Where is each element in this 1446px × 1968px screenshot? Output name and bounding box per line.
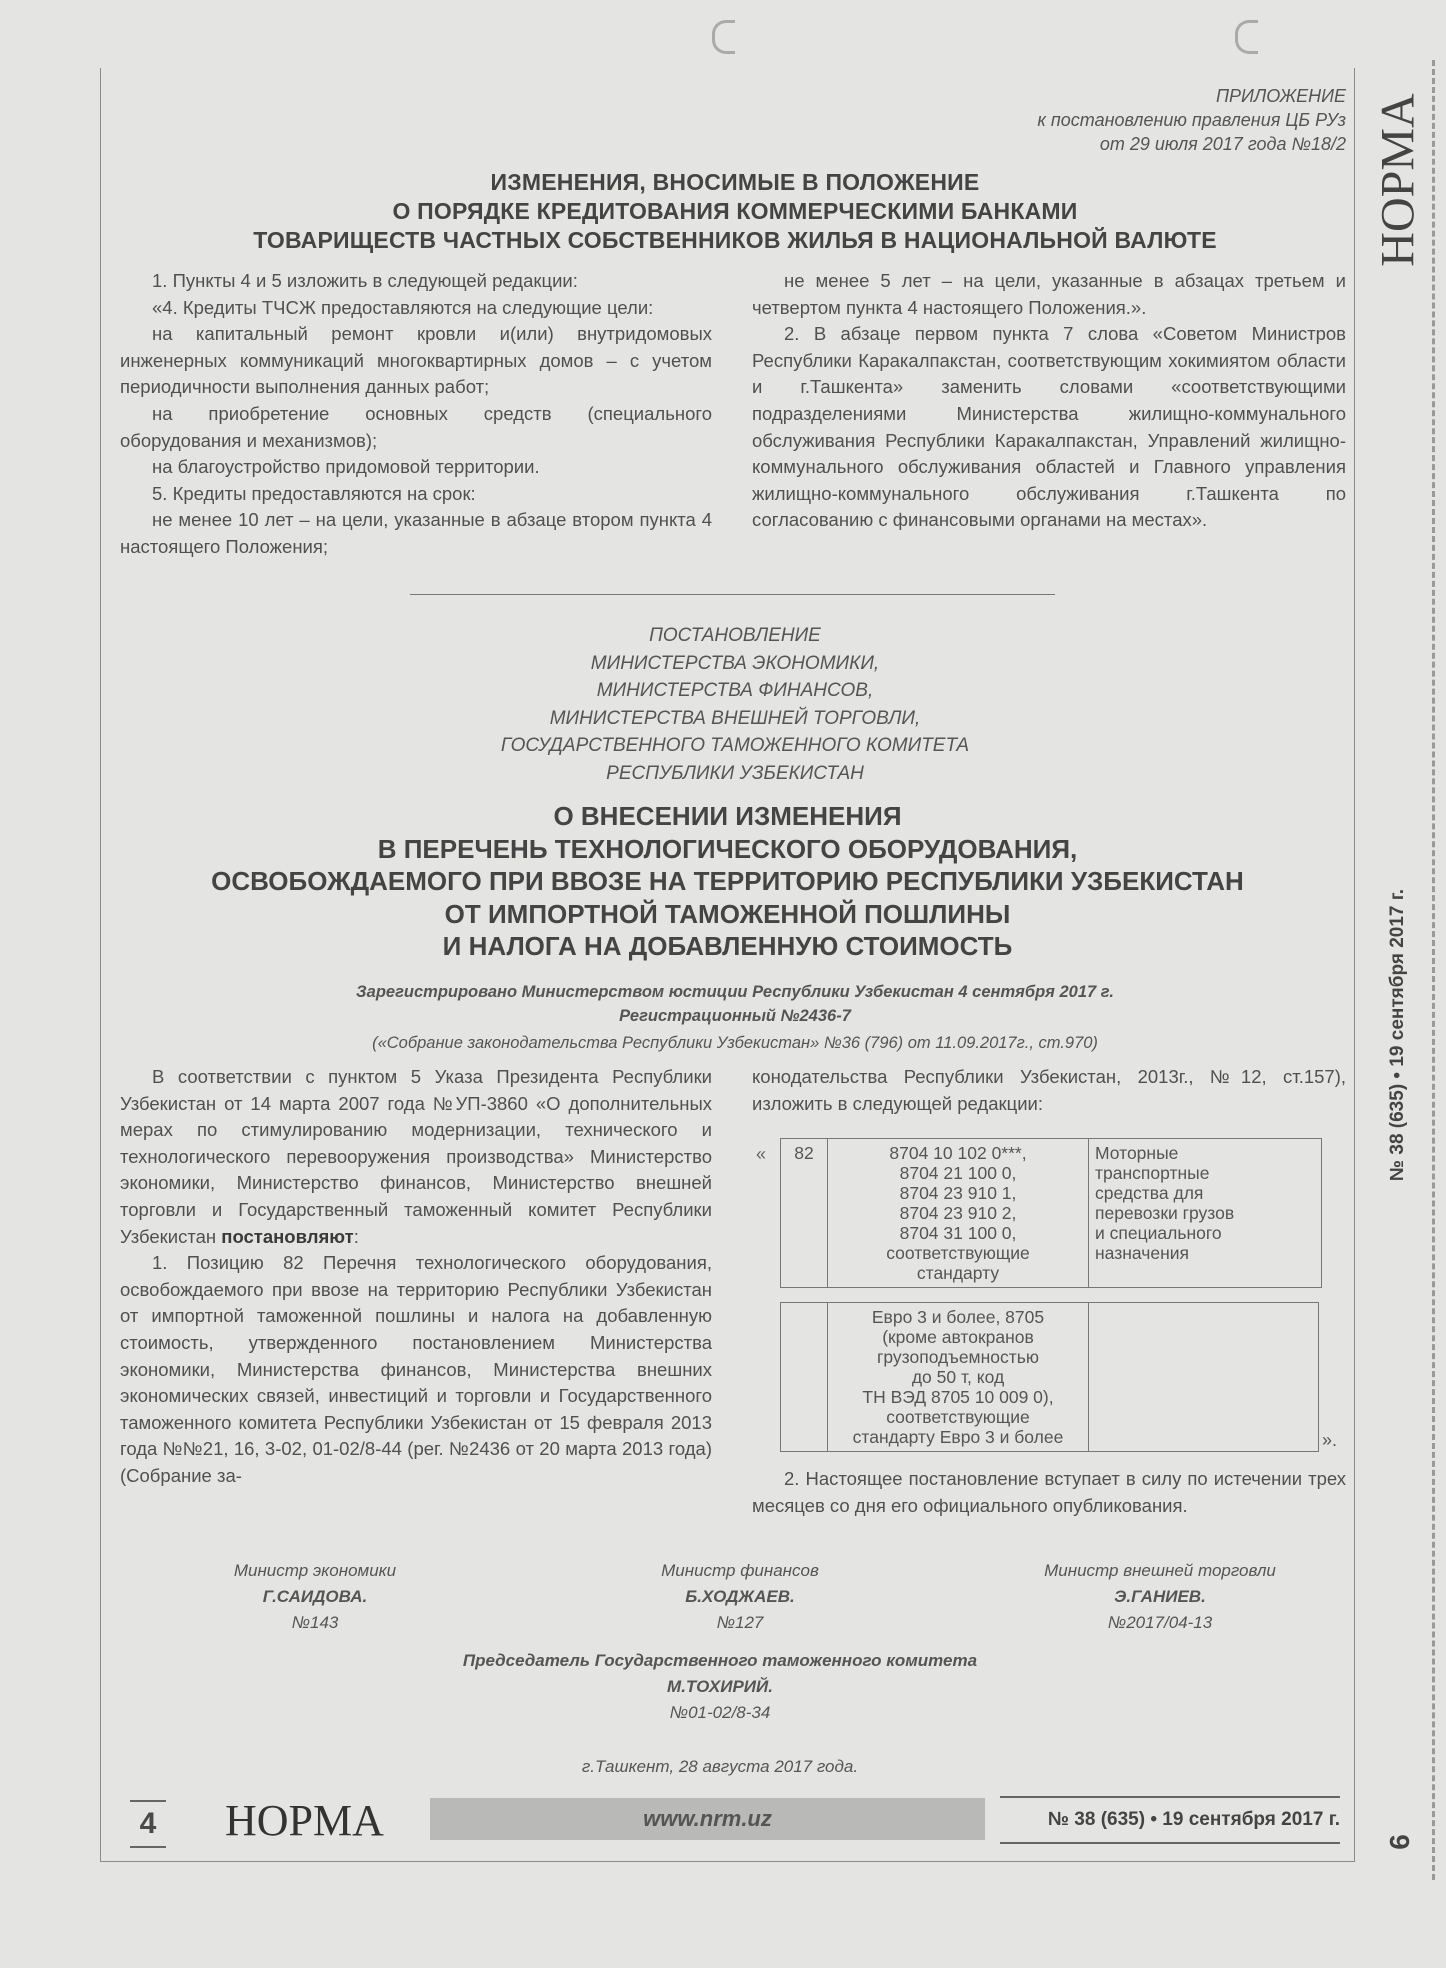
signatory-title: Министр финансов [661, 1561, 819, 1580]
code-line: 8704 31 100 0, [899, 1223, 1017, 1243]
code-line: стандарту [916, 1263, 1000, 1283]
title-line: В ПЕРЕЧЕНЬ ТЕХНОЛОГИЧЕСКОГО ОБОРУДОВАНИЯ, [377, 833, 1078, 864]
table-row [781, 1139, 1322, 1288]
signatory-number: №01-02/8-34 [669, 1703, 771, 1722]
equipment-table-row-1 [780, 1138, 1322, 1288]
paragraph: не менее 10 лет – на цели, указанные в абзаце втором пункта 4 настоящего Положения; [120, 509, 712, 557]
intro-text: В соответствии с пунктом 5 Указа Президента Республики Узбекистан от 14 марта 2007 года №УП-3860 «О дополнительных мерах по стимулированию модернизации, технического и технологического перевооружения производства» Министерство экономики, Министерство финансов, Министерство внешней торговли и Государственный таможенный комитет Республики Узбекистан [120, 1066, 712, 1247]
point-2-block [752, 1466, 1346, 1519]
paragraph: на приобретение основных средств (специального оборудования и механизмов); [120, 402, 712, 451]
codes-cell [828, 1303, 1089, 1452]
code-line: соответствующие [886, 1243, 1030, 1263]
signature-finance [575, 1558, 905, 1636]
paragraph: 2. В абзаце первом пункта 7 слова «Советом Министров Республики Каракалпакстан, соответствующим хокимиятом области и г.Ташкента» заменить словами «соответствующими подразделениями Министерства жилищно-коммунального обслуживания Республики Каракалпакстан, Управлений жилищно-коммунального обслуживания областей и Главного управления жилищно-коммунального обслуживания г.Ташкента по согласованию с финансовыми органами на местах». [752, 323, 1346, 531]
binder-clip-mark [1235, 20, 1258, 54]
signatory-title: Председатель Государственного таможенного комитета [462, 1651, 978, 1670]
desc-line: Моторные [1095, 1143, 1179, 1163]
header-line: МИНИСТЕРСТВА ВНЕШНЕЙ ТОРГОВЛИ, [549, 707, 921, 729]
intro-paragraph [120, 1064, 712, 1250]
point-2: 2. Настоящее постановление вступает в силу по истечении трех месяцев со дня его официального опубликования. [752, 1468, 1346, 1516]
code-line: грузоподъемностью [877, 1347, 1039, 1367]
registered-text: Зарегистрировано Министерством юстиции Республики Узбекистан 4 сентября 2017 г. [356, 983, 1114, 1001]
header-line: ГОСУДАРСТВЕННОГО ТАМОЖЕННОГО КОМИТЕТА [500, 735, 970, 756]
signature-customs-chairman [350, 1648, 1090, 1726]
newspaper-logo: НОРМА [225, 1796, 384, 1845]
place-and-date: г.Ташкент, 28 августа 2017 года. [581, 1757, 859, 1776]
appendix-line: от 29 июля 2017 года №18/2 [1099, 134, 1346, 154]
header-line: МИНИСТЕРСТВА ЭКОНОМИКИ, [590, 652, 880, 674]
desc-line: назначения [1095, 1243, 1190, 1263]
table-row [781, 1303, 1319, 1452]
desc-line: транспортные [1095, 1163, 1210, 1183]
website-link[interactable]: www.nrm.uz [430, 1798, 985, 1840]
description-cell [1089, 1139, 1322, 1288]
quote-open: « [756, 1144, 767, 1164]
desc-line: перевозки грузов [1095, 1203, 1235, 1223]
point-1-continuation: конодательства Республики Узбекистан, 2013г., №12, ст.157), изложить в следующей редакции: [752, 1066, 1346, 1114]
code-line: до 50 т, код [911, 1367, 1005, 1387]
divider [410, 594, 1055, 595]
code-line: 8704 23 910 2, [899, 1203, 1017, 1223]
side-logo-text: НОРМА [1371, 93, 1425, 267]
signatory-name: Г.САИДОВА. [262, 1587, 368, 1606]
code-line: Евро 3 и более, 8705 [871, 1307, 1045, 1327]
code-line: 8704 21 100 0, [899, 1163, 1017, 1183]
side-logo [1358, 60, 1438, 300]
side-issue [1378, 830, 1418, 1240]
equipment-table-row-2 [780, 1302, 1319, 1452]
code-line: (кроме автокранов [882, 1327, 1034, 1347]
binder-clip-mark [712, 20, 735, 54]
signatory-number: №143 [291, 1613, 339, 1632]
article2-issuer-header [120, 622, 1350, 787]
signatory-name: М.ТОХИРИЙ. [667, 1677, 773, 1696]
header-line: ПОСТАНОВЛЕНИЕ [649, 625, 821, 646]
signatory-name: Э.ГАНИЕВ. [1114, 1587, 1206, 1606]
signatory-number: №2017/04-13 [1107, 1613, 1213, 1632]
codes-cell [828, 1139, 1089, 1288]
side-page-text: 6 [1384, 1834, 1415, 1850]
code-line: стандарту Евро 3 и более [852, 1427, 1064, 1447]
intro-end: : [353, 1225, 359, 1247]
intro-bold: постановляют [221, 1225, 354, 1247]
signatory-title: Министр экономики [233, 1561, 397, 1580]
desc-line: и специального [1095, 1223, 1222, 1243]
paragraph: 1. Пункты 4 и 5 изложить в следующей редакции: [152, 270, 578, 291]
point-1: 1. Позицию 82 Перечня технологического оборудования, освобождаемого при ввозе на территорию Республики Узбекистан от импортной таможенной пошлины и налога на добавленную стоимость, утвержденного постановлением Министерства экономики, Министерства финансов, Министерства внешних экономических связей, инвестиций и торговли и Государственного таможенного комитета Республики Узбекистан от 15 февраля 2013 года №№21, 16, 3-02, 01-02/8-44 (рег. №2436 от 20 марта 2013 года) (Собрание за- [120, 1252, 712, 1486]
code-line: соответствующие [886, 1407, 1030, 1427]
title-line: ОТ ИМПОРТНОЙ ТАМОЖЕННОЙ ПОШЛИНЫ [444, 898, 1011, 929]
code-line: ТН ВЭД 8705 10 009 0), [862, 1387, 1054, 1407]
article2-left-column [120, 1064, 712, 1490]
article2-title [100, 800, 1355, 963]
issue-info: № 38 (635) • 19 сентября 2017 г. [1000, 1796, 1340, 1844]
collection-reference: («Собрание законодательства Республики Узбекистан» №36 (796) от 11.09.2017г., ст.970) [372, 1034, 1098, 1052]
article1-right-column [752, 268, 1346, 534]
article1-left-column [120, 268, 712, 561]
code-line: 8704 10 102 0***, [889, 1143, 1027, 1163]
article1-title [120, 168, 1350, 255]
position-number: 82 [781, 1139, 828, 1288]
paragraph: «4. Кредиты ТЧСЖ предоставляются на следующие цели: [152, 296, 654, 318]
paragraph: 5. Кредиты предоставляются на срок: [152, 482, 476, 504]
signatory-title: Министр внешней торговли [1044, 1561, 1276, 1580]
header-line: РЕСПУБЛИКИ УЗБЕКИСТАН [606, 762, 864, 784]
desc-line: средства для [1095, 1183, 1204, 1203]
signature-economy [150, 1558, 480, 1636]
side-page-number [1385, 1822, 1415, 1862]
code-line: 8704 23 910 1, [899, 1183, 1017, 1203]
appendix-note [1037, 84, 1346, 156]
registration-number: Регистрационный №2436-7 [619, 1007, 851, 1025]
paragraph: на благоустройство придомовой территории. [152, 456, 540, 478]
paragraph: на капитальный ремонт кровли и(или) внутридомовых инженерных коммуникаций многоквартирных домов – с учетом периодичности выполнения данных работ; [120, 323, 712, 398]
signatory-number: №127 [716, 1613, 764, 1632]
title-line: И НАЛОГА НА ДОБАВЛЕННУЮ СТОИМОСТЬ [442, 931, 1013, 961]
title-line: О ПОРЯДКЕ КРЕДИТОВАНИЯ КОММЕРЧЕСКИМИ БАНКАМИ [392, 198, 1078, 224]
paragraph: не менее 5 лет – на цели, указанные в абзацах третьем и четвертом пункта 4 настоящего Положения.». [752, 270, 1346, 318]
header-line: МИНИСТЕРСТВА ФИНАНСОВ, [596, 680, 874, 701]
title-line: О ВНЕСЕНИИ ИЗМЕНЕНИЯ [553, 801, 902, 831]
article2-right-column [752, 1064, 1346, 1117]
empty-cell [1089, 1303, 1319, 1452]
title-line: ТОВАРИЩЕСТВ ЧАСТНЫХ СОБСТВЕННИКОВ ЖИЛЬЯ В НАЦИОНАЛЬНОЙ ВАЛЮТЕ [253, 227, 1217, 253]
appendix-line: к постановлению правления ЦБ РУз [1037, 110, 1346, 130]
page-number: 4 [130, 1800, 166, 1848]
appendix-label: ПРИЛОЖЕНИЕ [1215, 86, 1346, 106]
signatory-name: Б.ХОДЖАЕВ. [685, 1587, 795, 1606]
title-line: ИЗМЕНЕНИЯ, ВНОСИМЫЕ В ПОЛОЖЕНИЕ [490, 169, 980, 195]
signature-trade [990, 1558, 1330, 1636]
registration-note [120, 980, 1350, 1028]
title-line: ОСВОБОЖДАЕМОГО ПРИ ВВОЗЕ НА ТЕРРИТОРИЮ РЕСПУБЛИКИ УЗБЕКИСТАН [211, 866, 1244, 896]
empty-cell [781, 1303, 828, 1452]
side-issue-text: № 38 (635) • 19 сентября 2017 г. [1387, 888, 1408, 1182]
perforation-line [1432, 60, 1435, 1880]
quote-close: ». [1322, 1430, 1338, 1450]
